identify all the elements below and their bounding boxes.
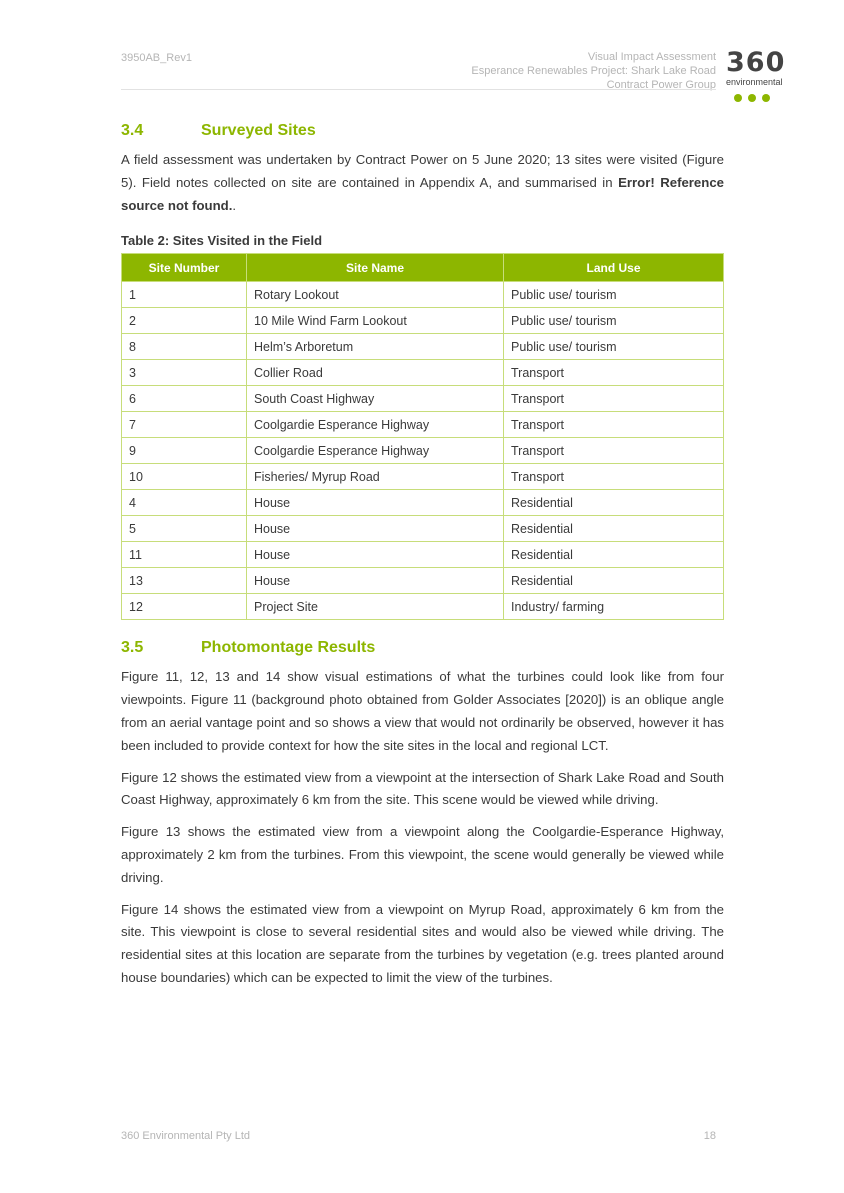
section-heading-3-4 [121,120,724,142]
cell-site-name: South Coast Highway [247,386,504,412]
cell-site-name: House [247,490,504,516]
header-line-1: Visual Impact Assessment [587,51,716,63]
table-row [122,334,724,360]
cell-site-number: 9 [122,438,247,464]
company-logo [726,47,798,98]
cell-site-number: 6 [122,386,247,412]
sites-table [121,253,724,620]
cell-site-name: Fisheries/ Myrup Road [247,464,504,490]
header-line-2: Esperance Renewables Project: Shark Lake Road [471,65,716,77]
page-content [121,120,724,990]
paragraph-end: . [232,197,237,213]
photomontage-paragraph-1: Figure 11, 12, 13 and 14 show visual estimations of what the turbines could look like from four viewpoints. Figure 11 (background photo obtained from Golder Associates [2020]) is an oblique angle from an aerial vantage point and so shows a view that would not ordinarily be observed, however it has been included to provide context for how the site sites in the local and regional LCT. [121,669,724,753]
header-line-3: Contract Power Group [606,79,716,91]
cell-site-name: Collier Road [247,360,504,386]
table-row [122,438,724,464]
photomontage-paragraph-3: Figure 13 shows the estimated view from a viewpoint along the Coolgardie-Esperance Highway, approximately 2 km from the turbines. From this viewpoint, the scene would generally be viewed while driving. [121,824,724,885]
cell-site-number: 12 [122,594,247,620]
cell-land-use: Transport [504,386,724,412]
paragraph-text: A field assessment was undertaken by Contract Power on 5 June 2020; 13 sites were visited (Figure 5). Field notes collected on site are contained in Appendix A, and summarised in [121,152,724,190]
cell-land-use: Industry/ farming [504,594,724,620]
header-divider [121,89,716,90]
document-reference: 3950AB_Rev1 [121,52,192,64]
cell-site-number: 5 [122,516,247,542]
cell-site-number: 3 [122,360,247,386]
cell-land-use: Residential [504,490,724,516]
cell-land-use: Transport [504,438,724,464]
section-heading-3-5 [121,637,724,659]
cell-site-name: House [247,516,504,542]
table-row [122,464,724,490]
photomontage-paragraph-4: Figure 14 shows the estimated view from a viewpoint on Myrup Road, approximately 6 km from the site. This viewpoint is close to several residential sites and would also be viewed while driving. The residential sites at this location are separate from the turbines by vegetation (e.g. trees planted around house boundaries) which can be expected to limit the view of the turbines. [121,901,724,985]
cell-site-name: Helm’s Arboretum [247,334,504,360]
reference-error: Error! Reference source not found. [121,174,724,213]
cell-land-use: Residential [504,542,724,568]
section-number: 3.5 [121,639,144,657]
header-titles [471,50,716,92]
cell-site-number: 7 [122,412,247,438]
logo-word: environmental [726,77,783,87]
cell-site-number: 8 [122,334,247,360]
table-row [122,386,724,412]
cell-land-use: Public use/ tourism [504,308,724,334]
footer-company: 360 Environmental Pty Ltd [121,1130,251,1142]
table-row [122,568,724,594]
cell-site-name: Coolgardie Esperance Highway [247,438,504,464]
table-row [122,360,724,386]
table-row [122,308,724,334]
table-header-row [122,254,724,282]
header-site-number: Site Number [122,254,247,282]
cell-land-use: Residential [504,516,724,542]
section-title: Photomontage Results [201,639,376,657]
cell-site-name: Rotary Lookout [247,282,504,308]
cell-site-number: 13 [122,568,247,594]
photomontage-paragraph-2: Figure 12 shows the estimated view from a viewpoint at the intersection of Shark Lake Road and South Coast Highway, approximately 6 km from the site. This scene would be viewed while driving. [121,769,724,808]
cell-land-use: Residential [504,568,724,594]
cell-land-use: Transport [504,360,724,386]
cell-site-number: 11 [122,542,247,568]
table-row [122,516,724,542]
cell-site-name: Coolgardie Esperance Highway [247,412,504,438]
cell-land-use: Public use/ tourism [504,282,724,308]
cell-site-name: House [247,568,504,594]
cell-site-number: 2 [122,308,247,334]
cell-site-name: House [247,542,504,568]
cell-site-name: 10 Mile Wind Farm Lookout [247,308,504,334]
cell-site-name: Project Site [247,594,504,620]
section-title: Surveyed Sites [201,122,316,139]
logo-dots-icon [726,89,798,107]
table-caption: Table 2: Sites Visited in the Field [121,233,323,249]
table-row [122,594,724,620]
surveyed-sites-paragraph [121,149,724,217]
cell-site-number: 1 [122,282,247,308]
cell-site-number: 10 [122,464,247,490]
table-row [122,282,724,308]
cell-land-use: Public use/ tourism [504,334,724,360]
cell-land-use: Transport [504,464,724,490]
logo-number: 360 [726,47,786,78]
page-number: 18 [703,1130,716,1142]
cell-site-number: 4 [122,490,247,516]
header-land-use: Land Use [504,254,724,282]
header-site-name: Site Name [247,254,504,282]
table-row [122,490,724,516]
section-number: 3.4 [121,122,144,139]
cell-land-use: Transport [504,412,724,438]
table-row [122,542,724,568]
table-row [122,412,724,438]
